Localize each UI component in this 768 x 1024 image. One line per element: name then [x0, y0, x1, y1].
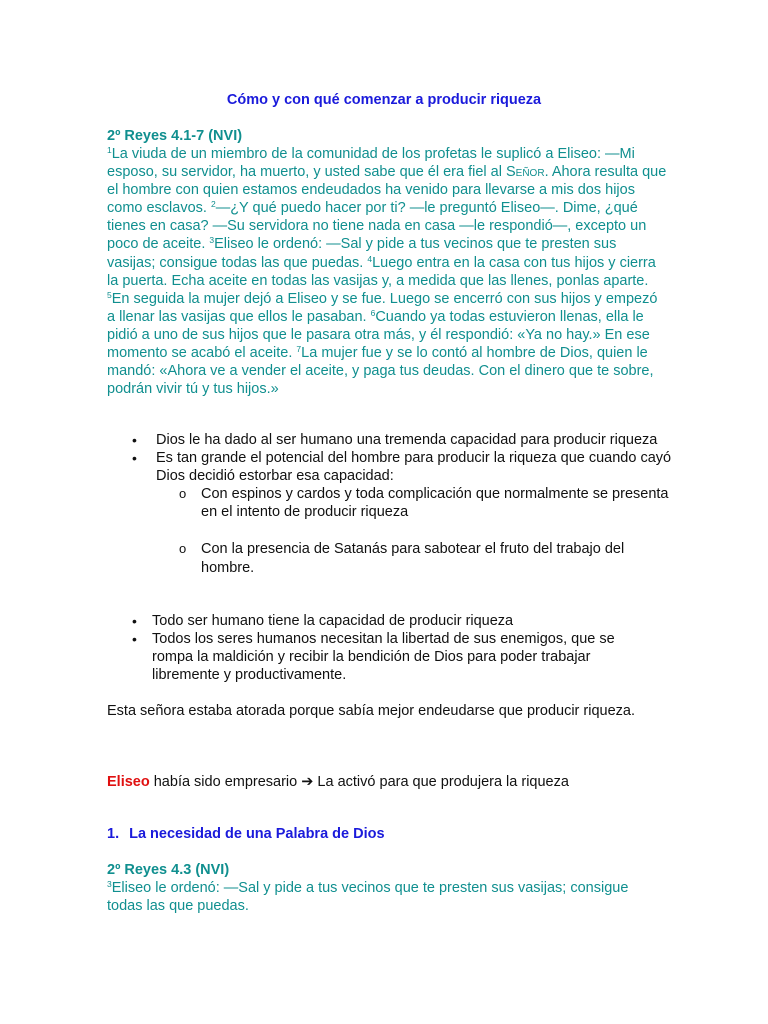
arrow-right-icon: ➔ — [301, 774, 314, 790]
sub-list-item-text: Con la presencia de Satanás para sabotear el fruto del trabajo del hombre. — [201, 541, 625, 576]
scripture-passage — [107, 879, 667, 915]
verse-text: La viuda de un miembro de la comunidad de los profetas le suplicó a Eliseo: —Mi esposo, su servidor, ha muerto, y usted sabe que él era fiel al — [107, 146, 635, 181]
verse-number: 5 — [107, 289, 112, 300]
scripture-reference: 2º Reyes 4.1-7 (NVI) — [107, 128, 243, 144]
paragraph-text: había sido empresario — [149, 774, 302, 790]
scripture-reference: 2º Reyes 4.3 (NVI) — [107, 862, 230, 878]
list-item-text: Todo ser humano tiene la capacidad de producir riqueza — [152, 613, 514, 629]
page-title: Cómo y con qué comenzar a producir riqueza — [226, 92, 542, 108]
list-item — [132, 431, 676, 449]
list-item — [132, 612, 647, 630]
verse-text: Luego entra en la casa con tus hijos y cierra la puerta. Echa aceite en todas las vasijas y, a medida que las llenes, ponlas aparte. — [107, 254, 656, 289]
list-item-text: Todos los seres humanos necesitan la libertad de sus enemigos, que se rompa la maldición y recibir la bendición de Dios para poder trabajar libremente y productivamente. — [152, 631, 615, 684]
verse-text: . Ahora resulta que el hombre con quien estamos endeudados ha venido para llevarse a mis dos hijos como esclavos. — [107, 164, 667, 217]
bullet-icon: • — [132, 631, 137, 648]
verse-text: En seguida la mujer dejó a Eliseo y se fue. Luego se encerró con sus hijos y empezó a llenar las vasijas que ellos le pasaban. — [107, 290, 658, 325]
bullet-icon: • — [132, 450, 137, 467]
paragraph-text: La activó para que produjera la riqueza — [313, 774, 569, 790]
body-paragraph: Esta señora estaba atorada porque sabía mejor endeudarse que producir riqueza. — [107, 703, 635, 719]
verse-number: 7 — [296, 344, 302, 355]
list-item — [132, 630, 647, 684]
verse-number: 1 — [107, 145, 112, 155]
scripture-passage — [107, 145, 667, 398]
bullet-list — [132, 431, 676, 577]
lord-word: Señor — [505, 164, 545, 181]
list-item-text: Dios le ha dado al ser humano una tremenda capacidad para producir riqueza — [156, 432, 658, 448]
verse-text: Eliseo le ordenó: —Sal y pide a tus vecinos que te presten sus vasijas; consigue todas las que puedas. — [107, 880, 629, 915]
bullet-icon: • — [132, 613, 137, 629]
verse-number: 4 — [367, 253, 373, 264]
section-number: 1. — [107, 826, 120, 842]
circle-bullet-icon: o — [179, 486, 187, 502]
bullet-icon: • — [132, 432, 137, 448]
list-item — [132, 449, 676, 577]
sub-bullet-list — [179, 485, 676, 576]
sub-list-item — [179, 485, 676, 521]
bullet-list — [132, 612, 647, 684]
body-paragraph — [107, 774, 569, 790]
verse-text: Eliseo le ordenó: —Sal y pide a tus vecinos que te presten sus vasijas; consigue todas las que puedas. — [107, 236, 617, 271]
highlighted-name: Eliseo — [107, 774, 150, 790]
sub-list-item — [179, 540, 676, 576]
verse-number: 6 — [370, 307, 376, 318]
sub-list-item-text: Con espinos y cardos y toda complicación que normalmente se presenta en el intento de producir riqueza — [201, 486, 669, 521]
section-label: La necesidad de una Palabra de Dios — [129, 826, 385, 842]
verse-number: 3 — [209, 235, 215, 246]
circle-bullet-icon: o — [179, 541, 187, 557]
verse-text: —¿Y qué puedo hacer por ti? —le preguntó Eliseo—. Dime, ¿qué tienes en casa? —Su servidora no tiene nada en casa —le respondió—, excepto un poco de aceite. — [107, 200, 647, 253]
section-heading — [107, 826, 385, 842]
verse-number: 2 — [210, 199, 216, 210]
list-item-text: Es tan grande el potencial del hombre para producir la riqueza que cuando cayó Dios decidió estorbar esa capacidad: — [156, 450, 672, 485]
verse-text: Cuando ya todas estuvieron llenas, ella le pidió a uno de sus hijos que le pasara otra más, y él respondió: «Ya no hay.» En ese momento se acabó el aceite. — [107, 308, 650, 362]
verse-number: 3 — [107, 879, 112, 889]
verse-text: La mujer fue y se lo contó al hombre de Dios, quien le mandó: «Ahora ve a vender el aceite, y paga tus deudas. Con el dinero que te sobre, podrán vivir tú y tus hijos.» — [107, 345, 654, 398]
